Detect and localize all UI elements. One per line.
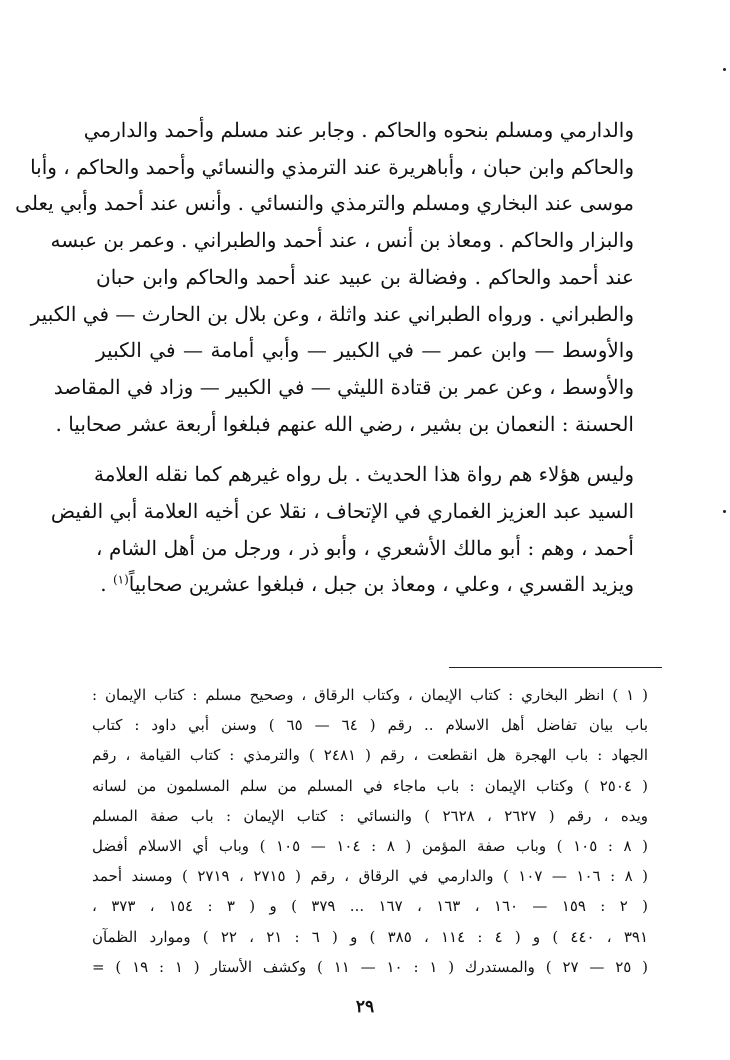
footnote-line: ( ٢٥٠٤ ) وكتاب الإيمان : باب ماجاء في المسلم من سلم المسلمون من لسانه [92,776,648,795]
text-fragment: . [100,572,113,597]
page-number: ٢٩ [355,997,375,1017]
text-line: موسى عند البخاري ومسلم والترمذي والنسائي . وأنس عند أحمد وأبي يعلى [15,191,634,216]
text-line: والأوسط — وابن عمر — في الكبير — وأبي أمامة — في الكبير [96,338,634,363]
footnote-line: ( ٨ : ١٠٦ — ١٠٧ ) والدارمي في الرقاق ، رقم ( ٢٧١٥ ، ٢٧١٩ ) ومسند أحمد [92,867,649,886]
footnote-line: ( ٨ : ١٠٥ ) وباب صفة المؤمن ( ٨ : ١٠٤ — ١٠٥ ) وباب أي الاسلام أفضل [92,837,648,856]
footnote-reference: (١) [112,572,129,587]
scan-speck [723,510,726,513]
text-line-last [96,566,634,603]
text-line: أحمد ، وهم : أبو مالك الأشعري ، وأبو ذر ، ورجل من أهل الشام ، [96,535,634,560]
text-line: وليس هؤلاء هم رواة هذا الحديث . بل رواه غيرهم كما نقله العلامة [93,462,634,487]
text-line: الحسنة : النعمان بن بشير ، رضي الله عنهم فبلغوا أربعة عشر صحابيا . [55,411,634,436]
footnotes [92,680,648,982]
paragraph-2 [50,456,634,603]
footnote-line: ويده ، رقم ( ٢٦٢٧ ، ٢٦٢٨ ) والنسائي : كتاب الإيمان : باب صفة المسلم [92,806,648,825]
footnote-line: ( ٢٥ — ٢٧ ) والمستدرك ( ١ : ١٠ — ١١ ) وكشف الأستار ( ١ : ١٩ ) = [92,957,649,976]
paragraph-1 [15,112,634,442]
text-line: والأوسط ، وعن عمر بن قتادة الليثي — في الكبير — وزاد في المقاصد [53,374,634,399]
footnote-line: الجهاد : باب الهجرة هل انقطعت ، رقم ( ٢٤٨١ ) والترمذي : كتاب القيامة ، رقم [92,746,648,765]
text-line: عند أحمد والحاكم . وفضالة بن عبيد عند أحمد والحاكم وابن حبان [96,264,634,289]
footnote-line: ( ٢ : ١٥٩ — ١٦٠ ، ١٦٣ ، ١٦٧ ... ٣٧٩ ) و ( ٣ : ١٥٤ ، ٣٧٣ ، [92,897,648,916]
footnote-divider [449,667,662,668]
text-line: والطبراني . ورواه الطبراني عند واثلة ، وعن بلال بن الحارث — في الكبير [30,301,634,326]
scan-speck [723,68,726,71]
main-text [15,112,634,603]
text-line: والدارمي ومسلم بنحوه والحاكم . وجابر عند مسلم وأحمد والدارمي [83,118,634,142]
footnote-line: ٣٩١ ، ٤٤٠ ) و ( ٤ : ١١٤ ، ٣٨٥ ) و ( ٦ : ٢١ ، ٢٢ ) وموارد الظمآن [92,927,648,946]
text-fragment: ويزيد القسري ، وعلي ، ومعاذ بن جبل ، فبلغوا عشرين صحابياً [128,572,634,597]
text-line: والحاكم وابن حبان ، وأباهريرة عند الترمذي والنسائي وأحمد والحاكم ، وأبا [30,154,634,179]
text-line: السيد عبد العزيز الغماري في الإتحاف ، نقلا عن أخيه العلامة أبي الفيض [50,499,634,524]
footnote-line: ( ١ ) انظر البخاري : كتاب الإيمان ، وكتاب الرقاق ، وصحيح مسلم : كتاب الإيمان : [92,686,648,704]
text-line: والبزار والحاكم . ومعاذ بن أنس ، عند أحمد والطبراني . وعمر بن عبسه [50,228,634,253]
footnote-line: باب بيان تفاضل أهل الاسلام .. رقم ( ٦٤ — ٦٥ ) وسنن أبي داود : كتاب [92,716,648,735]
